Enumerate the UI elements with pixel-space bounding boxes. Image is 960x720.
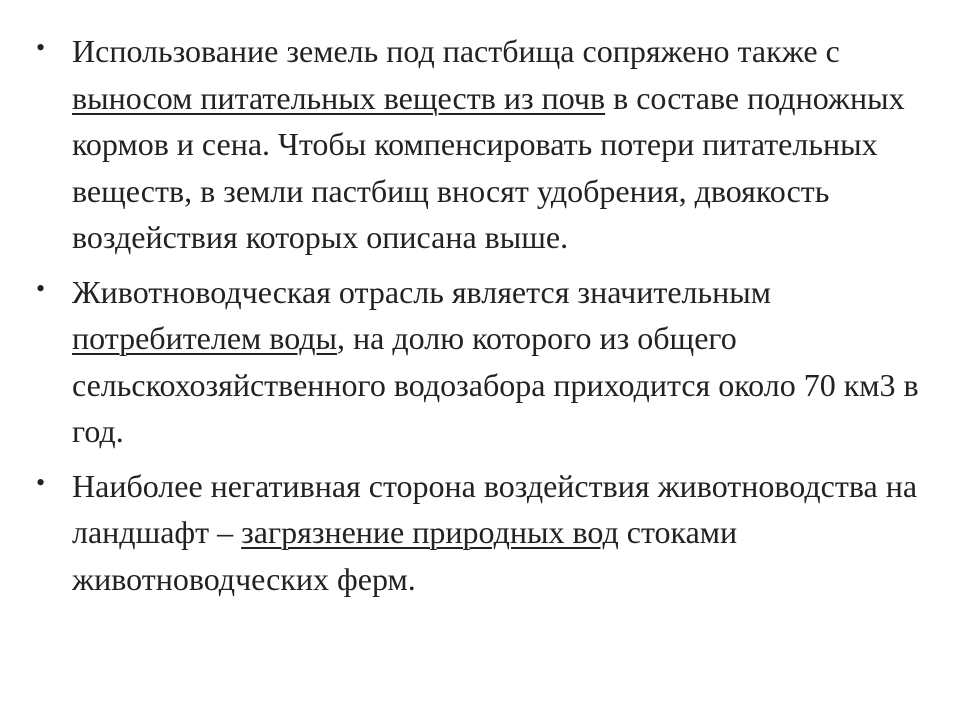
bullet-item-water-consumption — [30, 269, 930, 455]
underlined-term: потребителем воды — [72, 320, 338, 356]
underlined-term: загрязнение природных вод — [241, 514, 619, 550]
bullet-icon: • — [36, 467, 46, 497]
text-segment: , на долю которого из общего сельскохозяйственного водозабора приходится около 70 км3 в год. — [72, 320, 919, 449]
bullet-icon: • — [36, 273, 46, 303]
bullet-list — [30, 28, 930, 610]
bullet-text — [72, 33, 905, 255]
text-segment: в составе подножных кормов и сена. Чтобы компенсировать потери питательных веществ, в земли пастбищ вносят удобрения, двоякость воздействия которых описана выше. — [72, 79, 905, 255]
bullet-item-water-pollution — [30, 463, 930, 603]
underlined-term: выносом питательных веществ из почв — [72, 79, 606, 116]
bullet-text — [72, 468, 917, 597]
bullet-item-pastures — [30, 28, 930, 261]
text-segment: Животноводческая отрасль является значительным — [72, 273, 771, 310]
text-segment: Использование земель под пастбища сопряжено также с — [72, 33, 840, 69]
bullet-icon: • — [36, 33, 46, 62]
text-segment: стоками животноводческих ферм. — [72, 514, 738, 597]
text-segment: Наиболее негативная сторона воздействия животноводства на ландшафт – — [72, 467, 918, 550]
bullet-text — [72, 274, 919, 450]
